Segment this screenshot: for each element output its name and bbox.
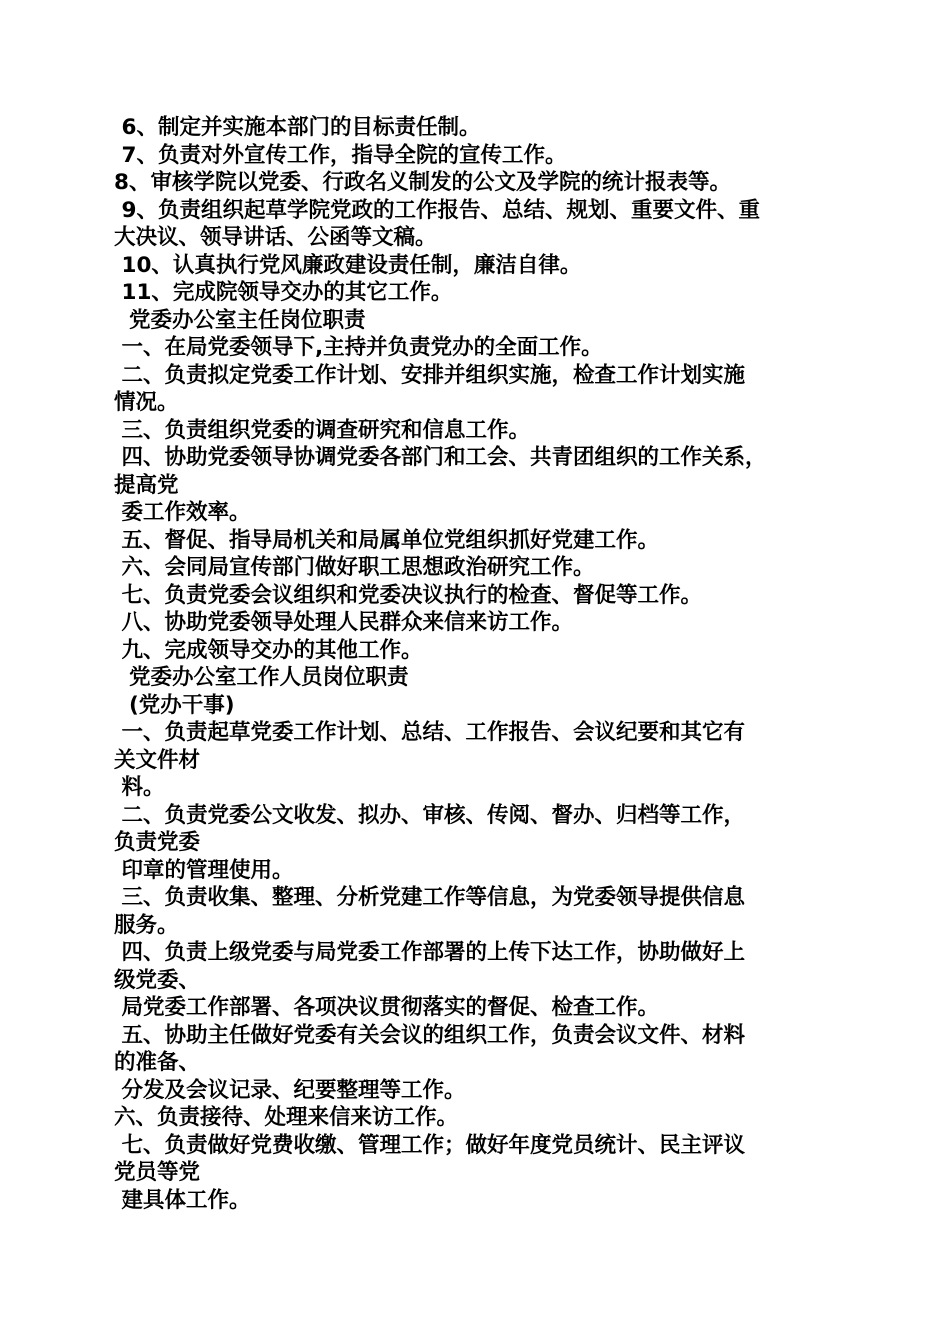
text-line: 二、负责拟定党委工作计划、安排并组织实施，检查工作计划实施 [114,362,745,388]
text-line: 六、会同局宣传部门做好职工思想政治研究工作。 [114,555,595,580]
text-line: 七、负责做好党费收缴、管理工作；做好年度党员统计、民主评议 [114,1132,745,1158]
text-line: 委工作效率。 [114,500,251,525]
section-subheading: (党办干事) [114,692,235,718]
text-line: 八、协助党委领导处理人民群众来信来访工作。 [114,610,573,635]
text-line: 五、协助主任做好党委有关会议的组织工作，负责会议文件、材料 [114,1022,745,1048]
text-line: 分发及会议记录、纪要整理等工作。 [114,1077,466,1103]
text-line: 10、认真执行党风廉政建设责任制，廉洁自律。 [114,252,582,278]
text-line: 8、审核学院以党委、行政名义制发的公文及学院的统计报表等。 [114,170,731,195]
text-line: 大决议、领导讲话、公函等文稿。 [114,225,437,250]
section-heading: 党委办公室工作人员岗位职责 [114,665,409,690]
text-line: 一、在局党委领导下,主持并负责党办的全面工作。 [114,335,603,360]
text-line: 建具体工作。 [114,1187,251,1213]
text-line: 局党委工作部署、各项决议贯彻落实的督促、检查工作。 [114,995,659,1020]
text-line: 四、负责上级党委与局党委工作部署的上传下达工作，协助做好上 [114,940,745,965]
text-line: 6、制定并实施本部门的目标责任制。 [114,115,481,140]
text-line: 五、督促、指导局机关和局属单位党组织抓好党建工作。 [114,527,659,553]
text-line: 三、负责组织党委的调查研究和信息工作。 [114,417,530,443]
text-line: 九、完成领导交办的其他工作。 [114,637,423,663]
text-line: 三、负责收集、整理、分析党建工作等信息，为党委领导提供信息 [114,885,745,910]
text-line: 一、负责起草党委工作计划、总结、工作报告、会议纪要和其它有 [114,720,745,745]
text-line: 服务。 [114,912,179,938]
text-line: 的准备、 [114,1050,201,1075]
text-line: 六、负责接待、处理来信来访工作。 [114,1105,459,1130]
text-line: 级党委、 [114,967,201,993]
text-line: 7、负责对外宣传工作，指导全院的宣传工作。 [114,142,567,168]
text-line: 料。 [114,775,165,800]
document-body [114,114,836,1214]
text-line: 印章的管理使用。 [114,857,294,883]
text-line: 负责党委 [114,830,201,855]
text-line: 七、负责党委会议组织和党委决议执行的检查、督促等工作。 [114,582,702,608]
text-line: 情况。 [114,390,179,415]
text-line: 提高党 [114,472,179,498]
text-line: 关文件材 [114,747,201,773]
text-line: 党员等党 [114,1160,201,1185]
text-line: 11、完成院领导交办的其它工作。 [114,280,453,305]
text-line: 四、协助党委领导协调党委各部门和工会、共青团组织的工作关系， [114,445,767,470]
text-line: 9、负责组织起草学院党政的工作报告、总结、规划、重要文件、重 [114,197,760,223]
text-line: 二、负责党委公文收发、拟办、审核、传阅、督办、归档等工作， [114,802,745,828]
section-heading: 党委办公室主任岗位职责 [114,307,366,333]
